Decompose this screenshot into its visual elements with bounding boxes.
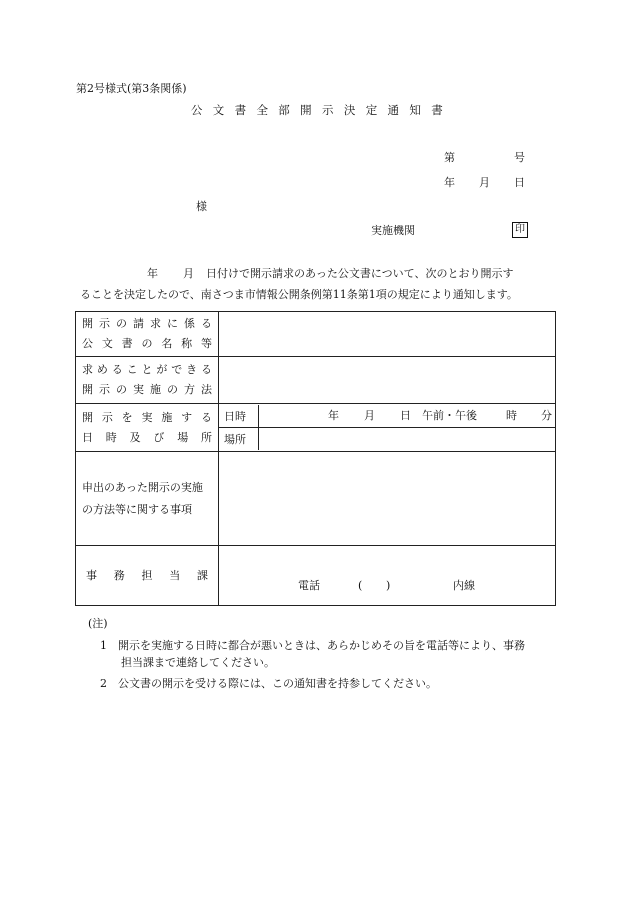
decision-table xyxy=(75,311,556,606)
requested-method-label-a: 申出のあった開示の実施 xyxy=(82,480,203,494)
intro-year: 年 xyxy=(147,267,158,280)
tel-paren-open: ( xyxy=(358,578,363,592)
requested-method-label-b: の方法等に関する事項 xyxy=(82,502,192,516)
datetime-value[interactable] xyxy=(259,405,556,428)
doc-number-suffix: 号 xyxy=(514,151,525,164)
datetime-key: 日時 xyxy=(219,405,259,428)
department-label: 事務担当課 xyxy=(86,568,208,582)
issue-month-label: 月 xyxy=(479,176,490,189)
doc-number-prefix: 第 xyxy=(444,151,455,164)
issue-day-label: 日 xyxy=(514,176,525,189)
document-title: 公文書全部開示決定通知書 xyxy=(190,103,454,117)
place-value[interactable] xyxy=(259,428,556,451)
dt-year: 年 xyxy=(328,409,339,422)
dt-month: 月 xyxy=(364,409,375,422)
form-number: 第2号様式(第3条関係) xyxy=(76,82,187,95)
note-1-line2: 担当課まで連絡してください。 xyxy=(121,656,275,669)
intro-month: 月 xyxy=(183,267,194,280)
request-doc-label-b: 公文書の名称等 xyxy=(82,337,212,350)
addressee-honorific: 様 xyxy=(196,200,207,213)
requested-method-value[interactable] xyxy=(219,452,556,546)
datetime-place-cell xyxy=(219,404,556,452)
notes-header: (注) xyxy=(88,617,108,630)
method-label-b: 開示の実施の方法 xyxy=(82,383,212,396)
department-label-cell xyxy=(76,546,219,606)
dt-hour: 時 xyxy=(506,409,517,422)
tel-label: 電話 xyxy=(298,578,320,592)
datetime-place-label-a: 開示を実施する xyxy=(82,410,212,424)
request-doc-label-a: 開示の請求に係る xyxy=(82,317,212,330)
note-1-line1: 1 開示を実施する日時に都合が悪いときは、あらかじめその旨を電話等により、事務 xyxy=(100,639,525,652)
method-value[interactable] xyxy=(219,357,556,404)
datetime-place-label-b: 日時及び場所 xyxy=(82,430,212,444)
request-doc-label-cell xyxy=(76,312,219,357)
method-label-cell xyxy=(76,357,219,404)
dt-ampm: 午前・午後 xyxy=(422,409,477,422)
note-2: 2 公文書の開示を受ける際には、この通知書を持参してください。 xyxy=(100,677,437,690)
method-label-a: 求めることができる xyxy=(82,363,212,376)
agency-label: 実施機関 xyxy=(371,224,415,237)
request-doc-value[interactable] xyxy=(219,312,556,357)
dt-day: 日 xyxy=(400,409,411,422)
tel-paren-close: ) xyxy=(386,578,391,592)
intro-line2: ることを決定したので、南さつま市情報公開条例第11条第1項の規定により通知します。 xyxy=(80,288,518,301)
extension-label: 内線 xyxy=(453,578,475,592)
datetime-place-label-cell xyxy=(76,404,219,452)
requested-method-label-cell xyxy=(76,452,219,546)
seal-mark: 印 xyxy=(512,222,528,238)
department-contact-cell[interactable] xyxy=(219,546,556,606)
dt-minute: 分 xyxy=(541,409,552,422)
place-key: 場所 xyxy=(219,428,259,451)
intro-line1: 日付けで開示請求のあった公文書について、次のとおり開示す xyxy=(206,267,514,280)
issue-year-label: 年 xyxy=(444,176,455,189)
